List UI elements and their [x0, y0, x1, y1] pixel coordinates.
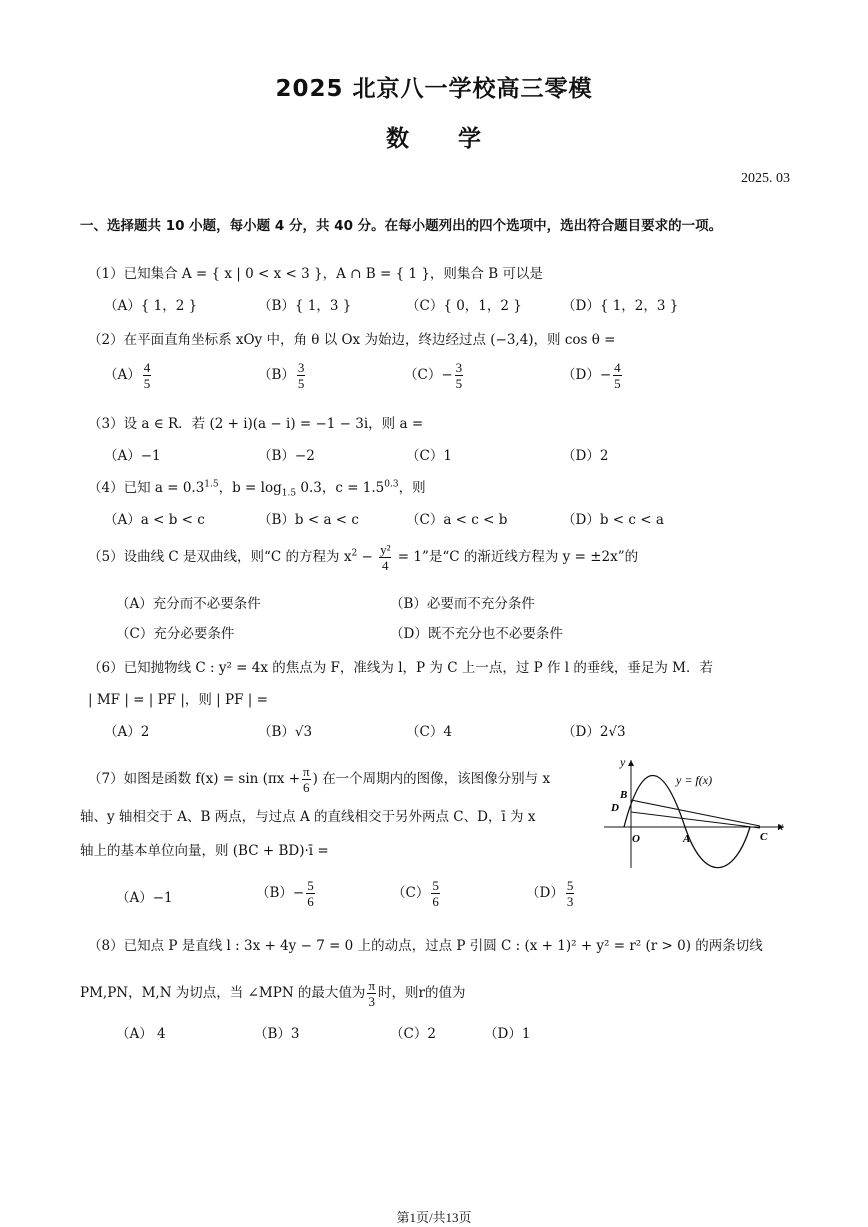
- question-6-stem-line-2: | MF | = | PF |，则 | PF | =: [88, 692, 268, 708]
- question-1-option-d: （D）{ 1，2，3 }: [562, 298, 679, 314]
- question-5-stem: （5）设曲线 C 是双曲线，则“C 的方程为 $x^2$ − $\frac{\text{y²}}{4}$ = 1”是“C 的渐近线方程为 y = ±2x”的: [88, 542, 639, 573]
- question-8-stem-line-1: （8）已知点 P 是直线 l : 3x + 4y − 7 = 0 上的动点，过点 P 引圆 C : (x + 1)² + y² = r² (r > 0) 的两条切线: [88, 938, 763, 954]
- question-1-stem: （1）已知集合 A = { x | 0 < x < 3 }，A ∩ B = { 1 }，则集合 B 可以是: [88, 266, 543, 282]
- point-c-label: C: [760, 831, 768, 843]
- origin-label: O: [632, 833, 640, 845]
- question-6-option-d: （D）2√3: [562, 724, 626, 740]
- question-5-option-c: （C）充分必要条件: [116, 626, 235, 642]
- y-axis-arrow: [628, 760, 634, 766]
- question-8-stem-line-2: PM,PN，M,N 为切点，当 ∠MPN 的最大值为 $\frac{\pi}{3}$ 时，则r的值为: [80, 978, 466, 1009]
- question-7-option-b: （B）− $\frac{5}{6}$: [256, 878, 314, 909]
- question-7-stem-line-3: 轴上的基本单位向量，则 (BC + BD)·ī =: [80, 843, 329, 859]
- question-3-stem: （3）设 a ∈ R．若 (2 + i)(a − i) = −1 − 3i，则 a =: [88, 416, 424, 432]
- x-axis-label: x: [778, 819, 784, 833]
- question-7-option-c: （C） $\frac{5}{6}$: [392, 878, 439, 909]
- sine-graph-figure: [600, 756, 790, 872]
- line-bc: [631, 800, 760, 826]
- question-1-option-a: （A）{ 1，2 }: [104, 298, 198, 314]
- y-axis-label: y: [620, 756, 626, 769]
- question-4-option-b: （B）b < a < c: [258, 512, 359, 528]
- question-4-option-d: （D）b < c < a: [562, 512, 664, 528]
- question-8-option-a: （A） 4: [116, 1026, 166, 1042]
- question-3-option-d: （D）2: [562, 448, 609, 464]
- question-7-stem-line-2: 轴、y 轴相交于 A、B 两点，与过点 A 的直线相交于另外两点 C、D，ī 为 x: [80, 809, 536, 825]
- question-7-option-a: （A）−1: [116, 890, 173, 906]
- question-8-option-d: （D）1: [484, 1026, 531, 1042]
- page-number: 第1页/共13页: [396, 1210, 472, 1225]
- question-2-option-d: （D）− $\frac{4}{5}$: [562, 360, 621, 391]
- question-3-option-a: （A）−1: [104, 448, 161, 464]
- question-2-option-c: （C）− $\frac{3}{5}$: [404, 360, 463, 391]
- question-4-option-c: （C）a < c < b: [406, 512, 508, 528]
- question-4-option-a: （A）a < b < c: [104, 512, 205, 528]
- exam-date: 2025. 03: [741, 171, 790, 186]
- question-5-option-b: （B）必要而不充分条件: [390, 596, 535, 612]
- question-2-option-b: （B） $\frac{3}{5}$: [258, 360, 305, 391]
- curve-label: y = f(x): [676, 773, 713, 787]
- question-1-option-b: （B）{ 1，3 }: [258, 298, 352, 314]
- question-3-option-c: （C）1: [406, 448, 452, 464]
- question-7-stem-line-1: （7）如图是函数 f(x) = sin (πx + $\frac{\pi}{6}$ ) 在一个周期内的图像，该图像分别与 x: [88, 764, 551, 795]
- page-title: 2025 北京八一学校高三零模: [275, 76, 593, 102]
- question-4-stem: （4）已知 $a = 0.3^{1.5}$，$b = \log_{1.5} 0.3$，$c = 1.5^{0.3}$，则: [88, 479, 426, 499]
- question-2-stem: （2）在平面直角坐标系 xOy 中，角 θ 以 Ox 为始边，终边经过点 (−3,4)，则 cos θ =: [88, 332, 616, 348]
- question-7-option-d: （D） $\frac{5}{3}$: [526, 878, 574, 909]
- question-6-option-c: （C）4: [406, 724, 452, 740]
- line-dc: [631, 812, 760, 828]
- question-6-option-a: （A）2: [104, 724, 150, 740]
- question-6-stem-line-1: （6）已知抛物线 C : y² = 4x 的焦点为 F，准线为 l，P 为 C 上一点，过 P 作 l 的垂线，垂足为 M．若: [88, 660, 714, 676]
- question-5-option-a: （A）充分而不必要条件: [116, 596, 261, 612]
- question-8-option-c: （C）2: [390, 1026, 436, 1042]
- question-2-option-a: （A） $\frac{4}{5}$: [104, 360, 151, 391]
- sine-curve: [624, 775, 750, 867]
- question-5-option-d: （D）既不充分也不必要条件: [390, 626, 563, 642]
- point-b-label: B: [620, 789, 628, 801]
- point-d-label: D: [611, 802, 619, 814]
- point-a-label: A: [683, 833, 691, 845]
- subject-title: 数 学: [386, 126, 482, 152]
- question-3-option-b: （B）−2: [258, 448, 315, 464]
- question-6-option-b: （B）√3: [258, 724, 313, 740]
- question-1-option-c: （C）{ 0，1，2 }: [406, 298, 522, 314]
- question-8-option-b: （B）3: [254, 1026, 300, 1042]
- section-heading: 一、选择题共 10 小题，每小题 4 分，共 40 分。在每小题列出的四个选项中，选出符合题目要求的一项。: [80, 218, 723, 234]
